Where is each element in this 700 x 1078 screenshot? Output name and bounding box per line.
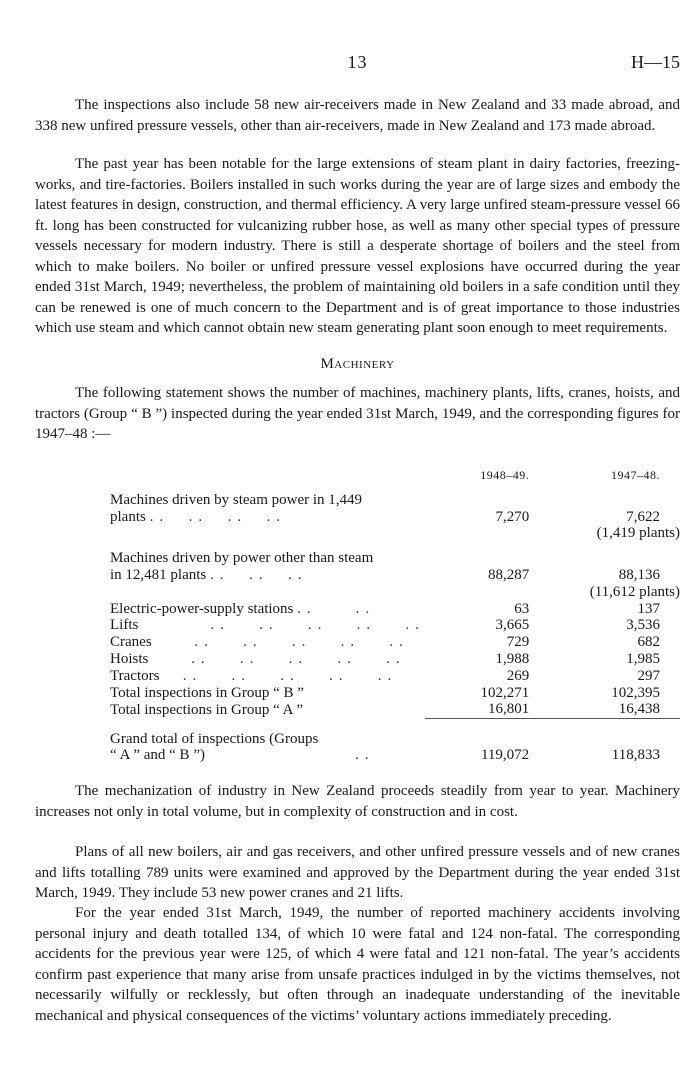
leader-dots: .. .. — [297, 600, 376, 617]
table-row — [110, 509, 680, 526]
paragraph-accidents: For the year ended 31st March, 1949, the number of reported machinery accidents involving personal injury and death totalled 134, of which 10 were fatal and 124 non-fatal. The corresponding accidents for the previous year were 125, of which 4 were fatal and 121 non-fatal. The year’s accidents confirm past experience that many arise from unsafe practices indulged in by the victims themselves, not necessarily wilfully or recklessly, but often through an inadequate understanding of the inevitable mechanical and physical consequences of the victims’ voluntary actions immediately preceding. — [35, 905, 680, 1024]
leader-dots: .. .. .. .. .. — [163, 667, 398, 684]
leader-dots: .. .. .. .. .. — [142, 617, 425, 634]
cell-value: 3,536 — [626, 617, 660, 634]
leader-dots: .. .. .. .. .. — [155, 634, 409, 651]
table-row — [110, 550, 680, 567]
cell-value: 88,136 — [618, 566, 660, 583]
table-header-row — [110, 467, 680, 484]
row-label: Electric-power-supply stations — [110, 600, 294, 617]
table-row — [110, 584, 680, 601]
cell-value: 16,438 — [556, 701, 680, 718]
table-row — [110, 651, 680, 668]
cell-value: 7,622 — [626, 508, 660, 525]
table-row — [110, 525, 680, 542]
cell-value: 269 — [506, 667, 530, 684]
row-label: in 12,481 plants — [110, 566, 207, 583]
row-label: “ A ” and “ B ”) — [110, 747, 205, 764]
row-label: Cranes — [110, 634, 152, 651]
paragraph-air-receivers: The inspections also include 58 new air-receivers made in New Zealand and 33 made abroad, and 338 new unfired pressure vessels, other than air-receivers, made in New Zealand and 173 made abroad. — [35, 97, 680, 134]
row-label: Total inspections in Group “ B ” — [110, 684, 304, 701]
cell-note: (11,612 plants) — [589, 583, 680, 600]
page-number: 13 — [347, 52, 368, 72]
paragraph-statement-intro: The following statement shows the number of machines, machinery plants, lifts, cranes, hoists, and tractors (Group “ B ”) inspected during the year ended 31st March, 1949, and the corresponding figures for 1947–48 :— — [35, 385, 680, 442]
table-row — [110, 617, 680, 634]
leader-dots: .. .. .. .. — [149, 508, 287, 525]
table-row — [110, 701, 680, 718]
col-header-1947-48: 1947–48. — [611, 468, 660, 482]
cell-value: 137 — [637, 600, 660, 617]
table-row — [110, 567, 680, 584]
cell-value: 729 — [506, 634, 530, 651]
page-header — [35, 0, 680, 72]
cell-value: 1,985 — [626, 650, 660, 667]
cell-value: 102,395 — [611, 684, 660, 701]
cell-value: 7,270 — [495, 508, 530, 525]
row-label: Machines driven by steam power in 1,449 — [110, 491, 363, 508]
machinery-inspections-table — [110, 467, 680, 764]
cell-value: 102,271 — [480, 684, 530, 701]
cell-value: 63 — [514, 600, 530, 617]
leader-dots: .. .. .. — [210, 566, 308, 583]
leader-dots: .. — [208, 747, 375, 764]
col-header-1948-49: 1948–49. — [480, 468, 530, 482]
cell-value: 682 — [637, 634, 660, 651]
row-label: Lifts — [110, 617, 139, 634]
table-row — [110, 668, 680, 685]
table-row — [110, 747, 680, 764]
table-row — [110, 634, 680, 651]
cell-value: 118,833 — [611, 747, 660, 764]
cell-value: 16,801 — [425, 701, 556, 718]
cell-value: 119,072 — [480, 747, 530, 764]
document-reference: H—15 — [631, 52, 680, 72]
row-label: plants — [110, 508, 146, 525]
row-label: Machines driven by power other than steam — [110, 550, 374, 567]
cell-value: 1,988 — [495, 650, 530, 667]
table-row — [110, 731, 680, 748]
cell-note: (1,419 plants) — [596, 525, 680, 542]
paragraph-mechanization: The mechanization of industry in New Zealand proceeds steadily from year to year. Machinery increases not only in total volume, but in complexity of construction and in cost. — [35, 783, 680, 820]
paragraph-plans-approved: Plans of all new boilers, air and gas receivers, and other unfired pressure vessels and of new cranes and lifts totalling 789 units were examined and approved by the Department during the year ended 31st March, 1949. They include 53 new power cranes and 21 lifts. — [35, 844, 680, 901]
paragraph-steam-plant: The past year has been notable for the large extensions of steam plant in dairy factories, freezing-works, and tire-factories. Boilers installed in such works during the year are of large sizes and embody the latest features in design, construction, and thermal efficiency. A very large unfired steam-pressure vessel 66 ft. long has been constructed for vulcanizing rubber hose, as well as many other special types of pressure vessels necessary for modern industry. There is still a desperate shortage of boilers and the steel from which to make boilers. No boiler or unfired pressure vessel explosions have occurred during the year ended 31st March, 1949; nevertheless, the problem of maintaining old boilers in a safe condition until they can be renewed is one of much concern to the Department and is of great importance to those industries which use steam and which cannot obtain new steam generating plant soon enough to meet requirements. — [35, 156, 680, 336]
table-row — [110, 601, 680, 618]
table-row — [110, 492, 680, 509]
document-page — [35, 0, 680, 1024]
leader-dots: .. .. .. .. .. — [152, 650, 406, 667]
row-label: Grand total of inspections (Groups — [110, 730, 319, 747]
cell-value: 88,287 — [487, 566, 530, 583]
cell-value: 297 — [637, 667, 660, 684]
table-row — [110, 685, 680, 702]
row-label: Hoists — [110, 650, 149, 667]
cell-value: 3,665 — [495, 617, 530, 634]
section-title-machinery: Machinery — [320, 356, 395, 372]
row-label: Tractors — [110, 667, 160, 684]
row-label: Total inspections in Group “ A ” — [110, 701, 304, 718]
